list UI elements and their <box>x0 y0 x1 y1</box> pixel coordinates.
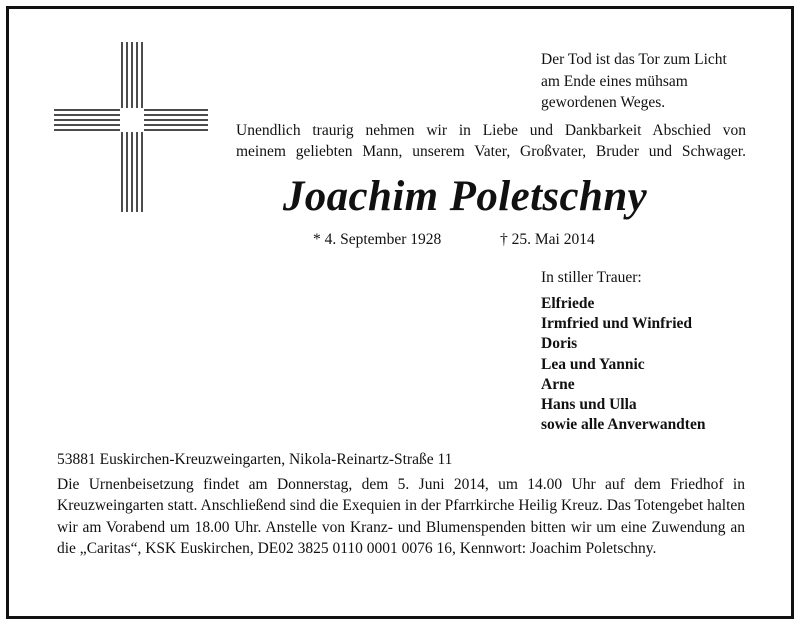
birth-date: * 4. September 1928 <box>313 231 442 248</box>
mourners-list <box>541 294 705 435</box>
mourner-name: Doris <box>541 335 578 353</box>
mourner-name: Elfriede <box>541 295 595 312</box>
quote-line: gewordenen Weges. <box>541 94 666 111</box>
intro-line: meinem geliebten Mann, unserem Vater, Großvater, Bruder und Schwager. <box>236 143 746 160</box>
quote-line: am Ende eines mühsam <box>541 72 688 90</box>
mourner-name: Hans und Ulla <box>541 396 637 414</box>
mourners-label: In stiller Trauer: <box>541 269 642 286</box>
deceased-name: Joachim Poletschny <box>282 173 648 220</box>
family-address: 53881 Euskirchen-Kreuzweingarten, Nikola-Reinartz-Straße 11 <box>57 451 453 468</box>
mourner-name: Irmfried und Winfried <box>541 315 692 333</box>
funeral-notice: Die Urnenbeisetzung findet am Donnerstag, dem 5. Juni 2014, um 14.00 Uhr auf dem Friedhof in Kreuzweingarten statt. Anschließend sind die Exequien in der Pfarrkirche Heilig Kreuz. Das Totengebet halten wir am Vorabend um 18.00 Uhr. Anstelle von Kranz- und Blumenspenden bitten wir um eine Zuwendung an die „Caritas“, KSK Euskirchen, DE02 3825 0110 0001 0076 16, Kennwort: Joachim Poletschny. <box>57 476 745 557</box>
memorial-quote <box>541 49 727 114</box>
intro-text <box>236 120 746 162</box>
mourner-name: Lea und Yannic <box>541 355 645 373</box>
death-date: † 25. Mai 2014 <box>500 231 595 248</box>
quote-line: Der Tod ist das Tor zum Licht <box>541 51 727 68</box>
intro-line: Unendlich traurig nehmen wir in Liebe und Dankbarkeit Abschied von <box>236 122 746 139</box>
mourner-name: Arne <box>541 375 575 393</box>
mourner-name: sowie alle Anverwandten <box>541 416 706 434</box>
